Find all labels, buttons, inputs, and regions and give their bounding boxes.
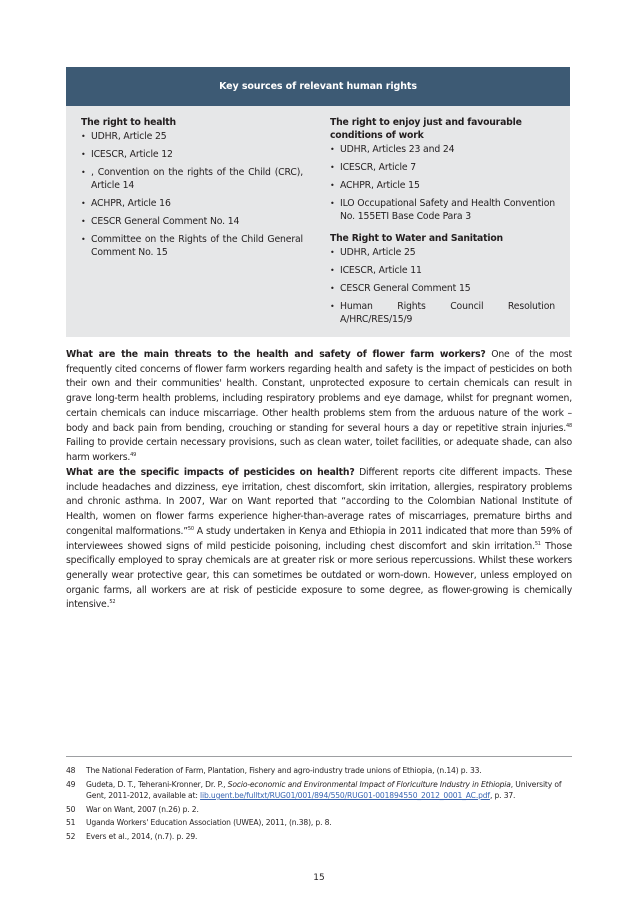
- right-to-water-list: [330, 246, 555, 326]
- list-item: • ICESCR, Article 7: [330, 161, 555, 174]
- footnote-ref: 49: [130, 451, 137, 458]
- footnote-48: [66, 765, 572, 777]
- footnote-ref: 51: [534, 540, 541, 547]
- human-rights-sources-box: [66, 67, 570, 337]
- pesticides-paragraph: [66, 466, 572, 613]
- right-to-water-title: The Right to Water and Sanitation: [330, 233, 503, 244]
- footnote-ref: 50: [187, 525, 194, 532]
- footnote-text: War on Want, 2007 (n.26) p. 2.: [86, 804, 199, 814]
- list-item: • UDHR, Articles 23 and 24: [330, 143, 555, 156]
- paragraph-text: Different reports cite different impacts. These include headaches and dizziness, eye irritation, chest discomfort, skin irritation, allergies, respiratory problems and chronic asthma. In 2007, War on Want reported that “according to the Colombian National Institute of Health, women on flower farms experience higher-than-average rates of miscarriages, premature births and congenital malformations.”: [66, 467, 572, 537]
- footnote-link[interactable]: lib.ugent.be/fulltxt/RUG01/001/894/550/RUG01-001894550_2012_0001_AC.pdf: [200, 791, 490, 800]
- page-number: 15: [313, 873, 325, 883]
- right-to-health-list: [81, 130, 303, 259]
- threats-paragraph: [66, 348, 572, 466]
- footnotes: [66, 765, 572, 844]
- list-item: • UDHR, Article 25: [330, 246, 555, 259]
- footnote-page: , p. 37.: [489, 791, 516, 800]
- list-item: • CESCR General Comment 15: [330, 282, 555, 295]
- footnote-text: The National Federation of Farm, Plantation, Fishery and agro-industry trade unions of Ethiopia, (n.14) p. 33.: [86, 766, 482, 775]
- footnote-50: [66, 804, 572, 816]
- footnote-work-title: Socio-economic and Environmental Impact of Floriculture Industry in Ethiopia: [227, 779, 511, 789]
- footnote-divider: [66, 756, 572, 757]
- list-item: • ILO Occupational Safety and Health Convention No. 155ETI Base Code Para 3: [330, 197, 555, 223]
- pesticides-heading: What are the specific impacts of pesticides on health?: [66, 467, 355, 478]
- list-item: • Committee on the Rights of the Child General Comment No. 15: [81, 233, 303, 259]
- footnote-52: [66, 831, 572, 843]
- list-item: • Human Rights Council Resolution A/HRC/RES/15/9: [330, 300, 555, 326]
- paragraph-text: A study undertaken in Kenya and Ethiopia in 2011 indicated that more than 59% of interviewees showed signs of mild pesticide poisoning, including chest discomfort and skin irritation.: [66, 525, 572, 552]
- footnote-number: 49: [66, 779, 76, 789]
- footnote-source: , University of Gent, 2011-2012, available at:: [86, 779, 562, 800]
- footnote-ref: 52: [109, 599, 116, 606]
- right-to-work-list: [330, 143, 555, 223]
- footnote-text: Evers et al., 2014, (n.7). p. 29.: [86, 831, 198, 841]
- right-to-work-column: [330, 116, 555, 331]
- list-item: • , Convention on the rights of the Child (CRC), Article 14: [81, 166, 303, 192]
- list-item: • ICESCR, Article 12: [81, 148, 303, 161]
- list-item: • ICESCR, Article 11: [330, 264, 555, 277]
- threats-heading: What are the main threats to the health and safety of flower farm workers?: [66, 349, 486, 360]
- right-to-health-title: The right to health: [81, 117, 176, 128]
- footnote-ref: 48: [566, 422, 572, 429]
- footnote-number: 48: [66, 766, 76, 775]
- footnote-text: [86, 779, 572, 802]
- footnote-51: [66, 817, 572, 829]
- footnote-49: [66, 779, 572, 802]
- list-item: • CESCR General Comment No. 14: [81, 215, 303, 228]
- paragraph-text: Failing to provide certain necessary provisions, such as clean water, toilet facilities, or adequate shade, can also harm workers.: [66, 437, 572, 463]
- box-title: Key sources of relevant human rights: [66, 67, 570, 106]
- paragraph-text: Those specifically employed to spray chemicals are at greater risk or more serious repercussions. Whilst these workers generally wear protective gear, this can sometimes be outdated or worn-down. However, unless employed on organic farms, all workers are at risk of pesticide exposure to some degree, as flower-growing is chemically intensive.: [66, 540, 573, 611]
- footnote-text: Uganda Workers' Education Association (UWEA), 2011, (n.38), p. 8.: [86, 818, 332, 827]
- paragraph-text: One of the most frequently cited concerns of flower farm workers regarding health and safety is the impact of pesticides on both their own and their communities' health. Constant, unprotected exposure to certain chemicals can result in grave long-term health problems, including respiratory problems and eye damage, whilst for pregnant women, certain chemicals can induce miscarriage. Other health problems stem from the arduous nature of the work – body and back pain from bending, crouching or standing for several hours a day or repetitive strain injuries.: [66, 349, 572, 434]
- right-to-work-title: The right to enjoy just and favourable conditions of work: [330, 117, 522, 141]
- footnote-number: 51: [66, 818, 76, 827]
- footnote-authors: Gudeta, D. T., Teherani-Kronner, Dr. P.,: [86, 779, 228, 789]
- list-item: • UDHR, Article 25: [81, 130, 303, 143]
- list-item: • ACHPR, Article 16: [81, 197, 303, 210]
- right-to-health-column: [81, 116, 303, 264]
- list-item: • ACHPR, Article 15: [330, 179, 555, 192]
- footnote-number: 52: [66, 831, 76, 841]
- footnote-number: 50: [66, 804, 76, 814]
